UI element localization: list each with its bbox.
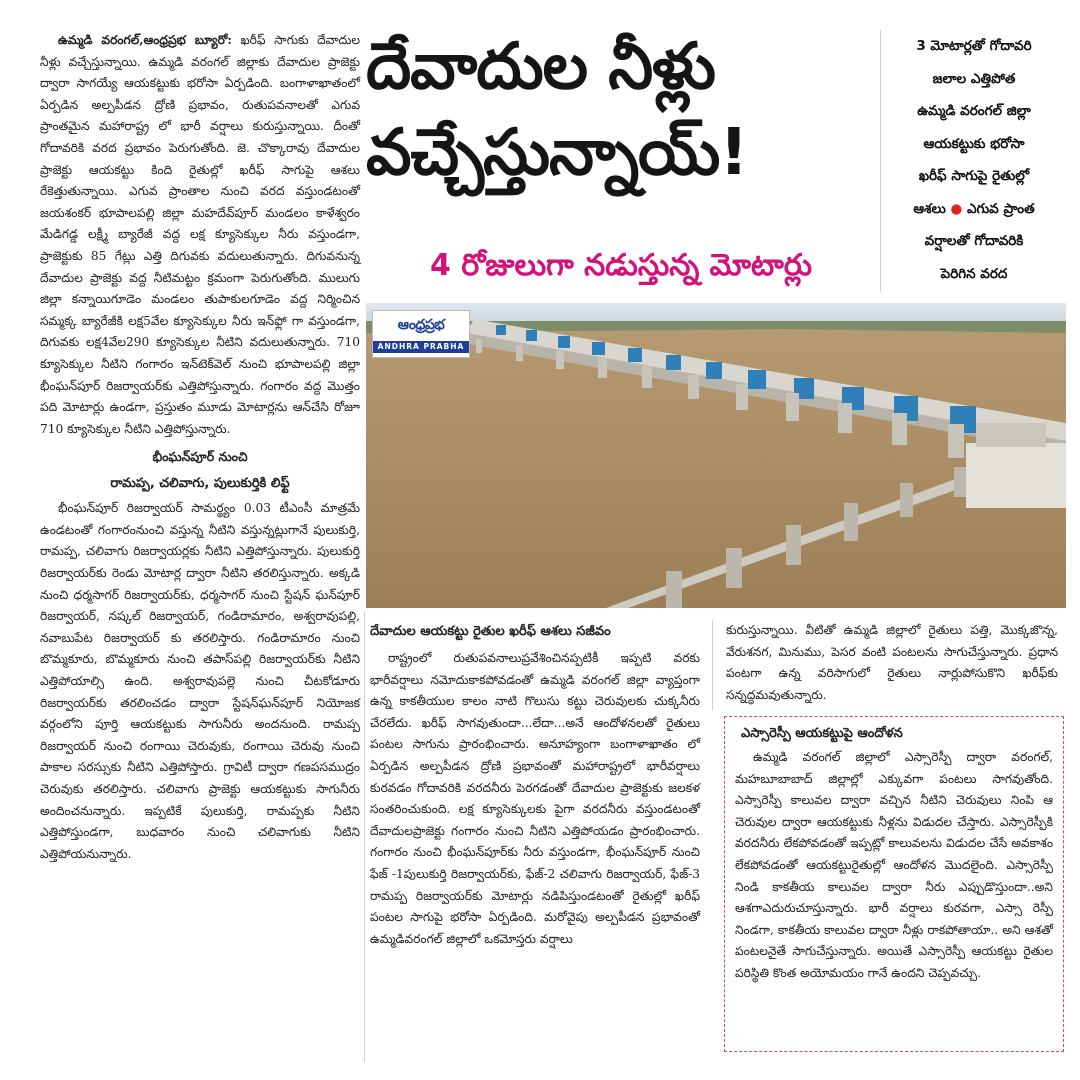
- middle-column: [370, 620, 700, 950]
- highlight-line: వర్షాలతో గోదావరికి: [924, 233, 1024, 249]
- highlight-text: ఎగువ ప్రాంత: [967, 200, 1035, 217]
- headline-line-1: దేవాదుల నీళ్లు: [366, 30, 715, 104]
- bullet-icon: ●: [950, 200, 963, 217]
- column-divider: [712, 620, 713, 710]
- andhra-prabha-logo: [372, 310, 470, 358]
- highlight-line: ఉమ్మడి వరంగల్ జిల్లా: [917, 103, 1031, 119]
- left-subheading-1: భీంఘన్‌పూర్ నుంచి: [152, 449, 248, 465]
- left-subheading-2: రామప్ప, చలివాగు, పులుకుర్తికి లిఫ్ట్: [110, 476, 290, 492]
- dateline: ఉమ్మడి వరంగల్,ఆంధ్రప్రభ బ్యూరో:: [58, 33, 232, 47]
- srsp-boxed-story: [724, 716, 1064, 1052]
- highlight-line-with-bullet: [890, 193, 1058, 226]
- headline: [366, 24, 876, 196]
- left-paragraph-1-text: ఖరీఫ్ సాగుకు దేవాదుల నీళ్లు వచ్చేస్తున్నాయి. ఉమ్మడి వరంగల్ జిల్లాకు దేవాదుల ప్రాజెక్టు ద్వారా సాగయ్యే ఆయకట్టుకు భరోసా ఏర్పడింది. బంగాళాఖాతంలో ఏర్పడిన అల్పపీడన ద్రోణి ప్రభావం, రుతుపవనాలతో ఎగువ ప్రాంతమైన మహారాష్ట్ర లో భారీ వర్షాలు కురుస్తున్నాయి. దీంతో గోదావరికి వరద ప్రభావం పెరుగుతోంది. జె. చొక్కారావు దేవాదుల ప్రాజెక్టు ఆయకట్టు కింది రైతుల్లో ఖరీఫ్ సాగుపై ఆశలు రేకెత్తుతున్నాయి. ఎగువ ప్రాంతాల నుంచి వరద వస్తుండటంతో జయశంకర్ భూపాలపల్లి జిల్లా మహదేవ్‌పూర్ మండలం కాళేశ్వరం మేడిగడ్డ లక్ష్మీ బ్యారేజీ వద్ద లక్ష క్యూసెక్కుల నీరు వస్తుండగా, ప్రాజెక్టుకు 85 గేట్లు ఎత్తి దిగువకు వదులుతున్నారు. దిగువనున్న దేవాదుల ప్రాజెక్టు వద్ద నీటిమట్టం క్రమంగా పెరుగుతోంది. ములుగు జిల్లా కన్నాయిగూడెం మండలం తుపాకులగూడెం వద్ద నిర్మించిన సమ్మక్క బ్యారేజీకి లక్ష5వేల క్యూసెక్కుల నీరు ఇన్‌ఫ్లో గా వస్తుండగా, దిగువకు లక్ష4వేల290 క్యూసెక్కుల నీటిని వదులుతున్నారు. 710 క్యూసెక్కుల నీటిని గంగారం ఇన్‌టెక్‌వెల్ నుంచి భూపాలపల్లి జిల్లా భీంఘన్‌పూర్ రిజర్వాయర్‌కు ఎత్తిపోస్తున్నారు. గంగారం వద్ద మొత్తం పది మోటార్లు ఉండగా, ప్రస్తుతం మూడు మోటార్లను ఆన్‌చేసి రోజూ 710 క్యూసెక్కుల నీటిని ఎత్తిపోస్తున్నారు.: [40, 33, 361, 436]
- right-paragraph: కురుస్తున్నాయి. వీటితో ఉమ్మడి జిల్లాలో రైతులు పత్తి, మొక్కజొన్న, వేరుశనగ, మినుము, పెసర వంటి పంటలను సాగుచేస్తున్నారు. ప్రధాన పంటగా ఉన్న వరిసాగులో రైతులు నార్లుపోసుకొని ఖరీఫ్‌కు సన్నద్ధమవుతున్నారు.: [726, 623, 1058, 702]
- right-column: [726, 620, 1058, 706]
- column-divider: [364, 612, 365, 1062]
- logo-band: ANDHRA PRABHA: [373, 341, 469, 353]
- middle-paragraph: రాష్ట్రంలో రుతుపవనాలుప్రవేశించినప్పటికీ ఇప్పటి వరకు భారీవర్షాలు నమోదుకాకపోవడంతో ఉమ్మడి వరంగల్ జిల్లా వ్యాప్తంగా ఉన్న కాకతీయుల కాలం నాటి గొలుసు కట్టు చెరువులకు చుక్కనీరు చేరలేదు. ఖరీఫ్ సాగవుతుందా...లేదా...అనే ఆందోళనలతో రైతులు పంటల సాగును ప్రారంభించారు. అనూహ్యంగా బంగాళాఖాతం లో ఏర్పడిన అల్పపీడన ద్రోణి ప్రభావంతో మహారాష్ట్రలో భారీవర్షాలు కురవడం గోదావరికి వరదనీరు పెరగడంతో దేవాదుల ప్రాజెక్టుకు జలకళ సంతరించుకుంది. లక్ష క్యూసెక్కులకు పైగా వరదనీరు వస్తుండటంతో దేవాదులప్రాజెక్టు గంగారం నుంచి నీటిని ఎత్తిపోయడం ప్రారంభించారు. గంగారం నుంచి భీంఘన్‌పూర్‌కు నీరు వస్తుండగా, భీంఘన్‌పూర్ నుంచి ఫేజ్ -1పులుకుర్తి రిజర్వాయర్‌కు, ఫేజ్-2 చలివాగు రిజర్వాయర్, ఫేజ్-3 రామప్ప రిజర్వాయర్‌కు మోటార్లు నడిపిస్తుండటంతో రైతుల్లో ఖరీఫ్ పంటల సాగుపై భరోసా ఏర్పడింది. మరోవైపు అల్పపీడన ప్రభావంతో ఉమ్మడివరంగల్ జిల్లాలో ఒకమోస్తరు వర్షాలు: [370, 651, 700, 946]
- highlight-line: 3 మోటార్లతో గోదావరి: [916, 38, 1032, 54]
- highlight-line: ఖరీఫ్ సాగుపై రైతుల్లో: [918, 168, 1030, 184]
- logo-wordmark: ఆంధ్రప్రభ: [397, 316, 445, 333]
- barrage-photo: [366, 303, 1066, 608]
- headline-line-2: వచ్చేస్తున్నాయ్!: [366, 116, 748, 190]
- highlight-text: ఆశలు: [913, 200, 946, 217]
- column-divider: [880, 30, 881, 292]
- left-paragraph-1: [40, 30, 360, 440]
- subheadline: 4 రోజులుగా నడుస్తున్న మోటార్లు: [430, 248, 812, 283]
- highlight-line: జలాల ఎత్తిపోత: [932, 70, 1016, 87]
- middle-heading: దేవాదుల ఆయకట్టు రైతుల ఖరీఫ్ ఆశలు సజీవం: [370, 624, 611, 639]
- box-paragraph: ఉమ్మడి వరంగల్ జిల్లాలో ఎస్సారెస్పీ ద్వారా వరంగల్, మహబూబాబాద్ జిల్లాల్లో ఎక్కువగా పంటలు సాగవుతోంది. ఎస్సారెస్పీ కాలువల ద్వారా వచ్చిన నీటిని చెరువులు నింపి ఆ చెరువుల ద్వారా ఆయకట్టుకు నీళ్లను విడుదల చేస్తారు. ఎస్సారెస్పీకి వరదనీరు లేకపోవడంతో ఇప్పట్లో కాలువలను విడుదల చేసే అవకాశం లేకపోవడంతో ఆయకట్టురైతుల్లో ఆందోళన మొదలైంది. ఎస్సారెస్పీ నిండి కాకతీయ కాలువల ద్వారా నీరు ఎప్పుడొస్తుందా..అని ఆశగాఎదురుచూస్తున్నారు. భారీ వర్షాలు కురవగా, ఎస్సా రెస్పీ నిండగా, కాకతీయ కాలువల ద్వారా నీళ్లు రాకపోతాయా.. అని ఆశతో పంటలనైతే సాగుచేస్తున్నారు. అయితే ఎస్సారెస్పీ ఆయకట్టు రైతుల పరిస్థితి కొంత అయోమయం గానే ఉందని చెప్పవచ్చు.: [735, 750, 1053, 980]
- highlights-box: [890, 30, 1058, 290]
- box-heading: ఎస్సారెస్పీ ఆయకట్టుపై ఆందోళన: [741, 726, 903, 741]
- highlight-line: పెరిగిన వరద: [940, 265, 1008, 282]
- highlight-line: ఆయకట్టుకు భరోసా: [923, 135, 1025, 152]
- left-paragraph-2: భీంఘన్‌పూర్ రిజర్వాయర్ సామర్థ్యం 0.03 టీఎంసీ మాత్రమే ఉండటంతో గంగారంనుంచి వస్తున్న నీటిని వస్తున్నట్లుగానే పులుకుర్తి, రామప్ప, చలివాగు రిజర్వాయర్లకు నీటిని ఎత్తిపోస్తున్నారు. పులుకుర్తి రిజర్వాయర్‌కు రెండు మోటార్ల ద్వారా నీటిని తరలిస్తున్నారు. అక్కడి నుంచి ధర్మసాగర్ రిజర్వాయర్‌కు, ధర్మసాగర్ నుంచి స్టేషన్ ఘన్‌పూర్ రిజర్వాయర్, నష్కల్ రిజర్వాయర్, గండిరామారం, అశ్వరావుపల్లి, నవాబుపేట రిజర్వాయర్ కు తరలిస్తారు. గండిరామారం నుంచి బొమ్మకూరు, బొమ్మకూరు నుంచి తపాస్‌పల్లి రిజర్వాయర్‌కు నీటిని ఎత్తిపోయాల్సి ఉంది. అశ్వరావుపల్లె నుంచి చీటకోడూరు రిజర్వాయర్‌కు తరలించడం ద్వారా స్టేషన్‌ఘన్‌పూర్ నియోజక వర్గంలోని పూర్తి ఆయకట్టుకు సాగునీరు అందనుంది. రామప్ప రిజర్వాయర్ నుంచి రంగాయి చెరువుకు, రంగాయి చెరువు నుంచి పాకాల సరస్సుకు నీటిని ఎత్తిపోస్తారు. గ్రావిటీ ద్వారా గణపసముద్రం చెరువుకు తరలిస్తారు. చలివాగు ప్రాజెక్టు ఆయకట్టుకు సాగునీరు అందించనున్నారు. ఇప్పటికే పులుకుర్తి, రామప్పకు నీటిని ఎత్తిపోస్తుండగా, బుధవారం నుంచి చలివాగుకు నీటిని ఎత్తిపోయనున్నారు.: [40, 501, 360, 861]
- left-column: [40, 30, 360, 865]
